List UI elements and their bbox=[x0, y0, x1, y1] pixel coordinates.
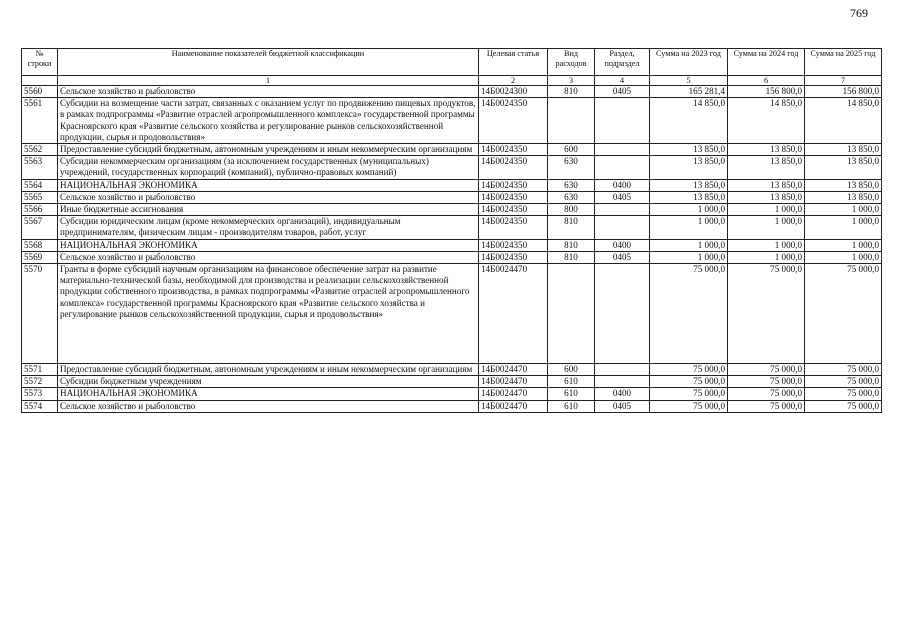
target-code-cell: 14Б0024350 bbox=[479, 98, 548, 144]
razdel-cell bbox=[595, 98, 650, 144]
razdel-cell: 0405 bbox=[595, 191, 650, 203]
sum-2023-cell: 1 000,0 bbox=[650, 251, 728, 263]
razdel-cell bbox=[595, 144, 650, 156]
sum-2024-cell: 75 000,0 bbox=[728, 400, 805, 412]
razdel-cell: 0400 bbox=[595, 179, 650, 191]
name-cell: Гранты в форме субсидий научным организациям на финансовое обеспечение затрат на развитие материально-технической базы, необходимой для производства и реализации сельскохозяйственной продукции собственного производства, в рамках подпрограммы «Развитие отраслей агропромышленного комплекса» государственной программы Красноярского края «Развитие сельского хозяйства и регулирование рынков сельскохозяйственной продукции, сырья и продовольствия» bbox=[58, 264, 479, 364]
table-row bbox=[22, 98, 882, 144]
name-cell: НАЦИОНАЛЬНАЯ ЭКОНОМИКА bbox=[58, 388, 479, 400]
name-cell: НАЦИОНАЛЬНАЯ ЭКОНОМИКА bbox=[58, 179, 479, 191]
target-code-cell: 14Б0024470 bbox=[479, 388, 548, 400]
table-row bbox=[22, 156, 882, 179]
razdel-cell bbox=[595, 216, 650, 239]
column-number: 5 bbox=[650, 76, 728, 86]
target-code-cell: 14Б0024350 bbox=[479, 179, 548, 191]
sum-2025-cell: 13 850,0 bbox=[805, 156, 882, 179]
sum-2024-cell: 1 000,0 bbox=[728, 251, 805, 263]
table-row bbox=[22, 388, 882, 400]
sum-2023-cell: 75 000,0 bbox=[650, 264, 728, 364]
target-code-cell: 14Б0024300 bbox=[479, 86, 548, 98]
header-row bbox=[22, 49, 882, 76]
table-row bbox=[22, 400, 882, 412]
column-number: 7 bbox=[805, 76, 882, 86]
name-cell: Предоставление субсидий бюджетным, автономным учреждениям и иным некоммерческим организациям bbox=[58, 364, 479, 376]
sum-2025-cell: 14 850,0 bbox=[805, 98, 882, 144]
razdel-cell: 0405 bbox=[595, 86, 650, 98]
row-number-cell: 5564 bbox=[22, 179, 58, 191]
name-cell: Предоставление субсидий бюджетным, автономным учреждениям и иным некоммерческим организациям bbox=[58, 144, 479, 156]
name-cell: Субсидии юридическим лицам (кроме некоммерческих организаций), индивидуальным предпринимателям, физическим лицам - производителям товаров, работ, услуг bbox=[58, 216, 479, 239]
target-code-cell: 14Б0024350 bbox=[479, 251, 548, 263]
sum-2023-cell: 75 000,0 bbox=[650, 400, 728, 412]
vid-cell: 810 bbox=[548, 251, 595, 263]
sum-2024-cell: 75 000,0 bbox=[728, 376, 805, 388]
razdel-cell bbox=[595, 264, 650, 364]
header-razdel: Раздел, подраздел bbox=[595, 49, 650, 76]
header-name: Наименование показателей бюджетной классификации bbox=[58, 49, 479, 76]
row-number-cell: 5571 bbox=[22, 364, 58, 376]
sum-2025-cell: 75 000,0 bbox=[805, 264, 882, 364]
sum-2024-cell: 13 850,0 bbox=[728, 144, 805, 156]
name-cell: Сельское хозяйство и рыболовство bbox=[58, 191, 479, 203]
sum-2025-cell: 156 800,0 bbox=[805, 86, 882, 98]
row-number-cell: 5567 bbox=[22, 216, 58, 239]
sum-2023-cell: 1 000,0 bbox=[650, 204, 728, 216]
sum-2025-cell: 75 000,0 bbox=[805, 364, 882, 376]
header-sum-2024: Сумма на 2024 год bbox=[728, 49, 805, 76]
vid-cell: 810 bbox=[548, 216, 595, 239]
column-number: 4 bbox=[595, 76, 650, 86]
razdel-cell: 0400 bbox=[595, 239, 650, 251]
target-code-cell: 14Б0024350 bbox=[479, 216, 548, 239]
sum-2024-cell: 1 000,0 bbox=[728, 239, 805, 251]
row-number-cell: 5561 bbox=[22, 98, 58, 144]
razdel-cell: 0405 bbox=[595, 400, 650, 412]
name-cell: Субсидии некоммерческим организациям (за исключением государственных (муниципальных) учреждений, государственных корпораций (компаний), публично-правовых компаний) bbox=[58, 156, 479, 179]
table-row bbox=[22, 144, 882, 156]
column-number: 3 bbox=[548, 76, 595, 86]
row-number-cell: 5574 bbox=[22, 400, 58, 412]
sum-2025-cell: 13 850,0 bbox=[805, 144, 882, 156]
header-target: Целевая статья bbox=[479, 49, 548, 76]
sum-2023-cell: 75 000,0 bbox=[650, 388, 728, 400]
column-number: 2 bbox=[479, 76, 548, 86]
target-code-cell: 14Б0024350 bbox=[479, 239, 548, 251]
row-number-cell: 5566 bbox=[22, 204, 58, 216]
name-cell: Сельское хозяйство и рыболовство bbox=[58, 400, 479, 412]
table-row bbox=[22, 204, 882, 216]
page-number: 769 bbox=[850, 6, 868, 20]
sum-2025-cell: 13 850,0 bbox=[805, 179, 882, 191]
header-sum-2023: Сумма на 2023 год bbox=[650, 49, 728, 76]
vid-cell: 610 bbox=[548, 400, 595, 412]
table-row bbox=[22, 364, 882, 376]
table-row bbox=[22, 264, 882, 364]
vid-cell: 610 bbox=[548, 388, 595, 400]
vid-cell: 630 bbox=[548, 179, 595, 191]
sum-2024-cell: 75 000,0 bbox=[728, 364, 805, 376]
vid-cell bbox=[548, 98, 595, 144]
sum-2024-cell: 75 000,0 bbox=[728, 388, 805, 400]
sum-2024-cell: 1 000,0 bbox=[728, 204, 805, 216]
row-number-cell: 5573 bbox=[22, 388, 58, 400]
table-row bbox=[22, 376, 882, 388]
row-number-cell: 5565 bbox=[22, 191, 58, 203]
sum-2024-cell: 1 000,0 bbox=[728, 216, 805, 239]
sum-2024-cell: 75 000,0 bbox=[728, 264, 805, 364]
row-number-cell: 5572 bbox=[22, 376, 58, 388]
target-code-cell: 14Б0024350 bbox=[479, 144, 548, 156]
name-cell: Иные бюджетные ассигнования bbox=[58, 204, 479, 216]
sum-2023-cell: 13 850,0 bbox=[650, 156, 728, 179]
table-row bbox=[22, 179, 882, 191]
sum-2025-cell: 1 000,0 bbox=[805, 216, 882, 239]
razdel-cell bbox=[595, 156, 650, 179]
row-number-cell: 5560 bbox=[22, 86, 58, 98]
row-number-cell: 5569 bbox=[22, 251, 58, 263]
target-code-cell: 14Б0024470 bbox=[479, 400, 548, 412]
row-number-cell: 5563 bbox=[22, 156, 58, 179]
target-code-cell: 14Б0024350 bbox=[479, 204, 548, 216]
target-code-cell: 14Б0024350 bbox=[479, 191, 548, 203]
header-sum-2025: Сумма на 2025 год bbox=[805, 49, 882, 76]
column-number: 6 bbox=[728, 76, 805, 86]
target-code-cell: 14Б0024470 bbox=[479, 264, 548, 364]
name-cell: Сельское хозяйство и рыболовство bbox=[58, 251, 479, 263]
sum-2025-cell: 1 000,0 bbox=[805, 204, 882, 216]
header-row-no: № строки bbox=[22, 49, 58, 76]
vid-cell: 810 bbox=[548, 239, 595, 251]
sum-2024-cell: 13 850,0 bbox=[728, 191, 805, 203]
header-vid: Вид расходов bbox=[548, 49, 595, 76]
vid-cell: 630 bbox=[548, 191, 595, 203]
vid-cell: 630 bbox=[548, 156, 595, 179]
table-row bbox=[22, 216, 882, 239]
vid-cell: 600 bbox=[548, 144, 595, 156]
sum-2025-cell: 75 000,0 bbox=[805, 376, 882, 388]
column-number bbox=[22, 76, 58, 86]
sum-2024-cell: 13 850,0 bbox=[728, 156, 805, 179]
sum-2023-cell: 13 850,0 bbox=[650, 179, 728, 191]
sum-2024-cell: 156 800,0 bbox=[728, 86, 805, 98]
table-row bbox=[22, 251, 882, 263]
razdel-cell bbox=[595, 376, 650, 388]
sum-2023-cell: 75 000,0 bbox=[650, 376, 728, 388]
vid-cell: 800 bbox=[548, 204, 595, 216]
column-number: 1 bbox=[58, 76, 479, 86]
table-row bbox=[22, 239, 882, 251]
sum-2025-cell: 13 850,0 bbox=[805, 191, 882, 203]
row-number-cell: 5562 bbox=[22, 144, 58, 156]
table-row bbox=[22, 86, 882, 98]
razdel-cell: 0405 bbox=[595, 251, 650, 263]
sum-2023-cell: 165 281,4 bbox=[650, 86, 728, 98]
vid-cell: 600 bbox=[548, 364, 595, 376]
name-cell: Сельское хозяйство и рыболовство bbox=[58, 86, 479, 98]
sum-2025-cell: 75 000,0 bbox=[805, 388, 882, 400]
razdel-cell bbox=[595, 204, 650, 216]
row-number-cell: 5568 bbox=[22, 239, 58, 251]
target-code-cell: 14Б0024470 bbox=[479, 364, 548, 376]
razdel-cell: 0400 bbox=[595, 388, 650, 400]
target-code-cell: 14Б0024350 bbox=[479, 156, 548, 179]
sum-2024-cell: 13 850,0 bbox=[728, 179, 805, 191]
vid-cell: 610 bbox=[548, 376, 595, 388]
name-cell: НАЦИОНАЛЬНАЯ ЭКОНОМИКА bbox=[58, 239, 479, 251]
sum-2024-cell: 14 850,0 bbox=[728, 98, 805, 144]
sum-2025-cell: 1 000,0 bbox=[805, 239, 882, 251]
name-cell: Субсидии на возмещение части затрат, связанных с оказанием услуг по продвижению пищевых продуктов, в рамках подпрограммы «Развитие отраслей агропромышленного комплекса» государственной программы Красноярского края «Развитие сельского хозяйства и регулирование рынков сельскохозяйственной продукции, сырья и продовольствия» bbox=[58, 98, 479, 144]
table-row bbox=[22, 191, 882, 203]
sum-2023-cell: 13 850,0 bbox=[650, 144, 728, 156]
sum-2023-cell: 1 000,0 bbox=[650, 239, 728, 251]
vid-cell: 810 bbox=[548, 86, 595, 98]
row-number-cell: 5570 bbox=[22, 264, 58, 364]
sum-2023-cell: 75 000,0 bbox=[650, 364, 728, 376]
sum-2023-cell: 13 850,0 bbox=[650, 191, 728, 203]
vid-cell bbox=[548, 264, 595, 364]
razdel-cell bbox=[595, 364, 650, 376]
name-cell: Субсидии бюджетным учреждениям bbox=[58, 376, 479, 388]
sum-2023-cell: 1 000,0 bbox=[650, 216, 728, 239]
column-number-row bbox=[22, 76, 882, 86]
sum-2023-cell: 14 850,0 bbox=[650, 98, 728, 144]
sum-2025-cell: 75 000,0 bbox=[805, 400, 882, 412]
target-code-cell: 14Б0024470 bbox=[479, 376, 548, 388]
sum-2025-cell: 1 000,0 bbox=[805, 251, 882, 263]
budget-table bbox=[21, 48, 882, 413]
